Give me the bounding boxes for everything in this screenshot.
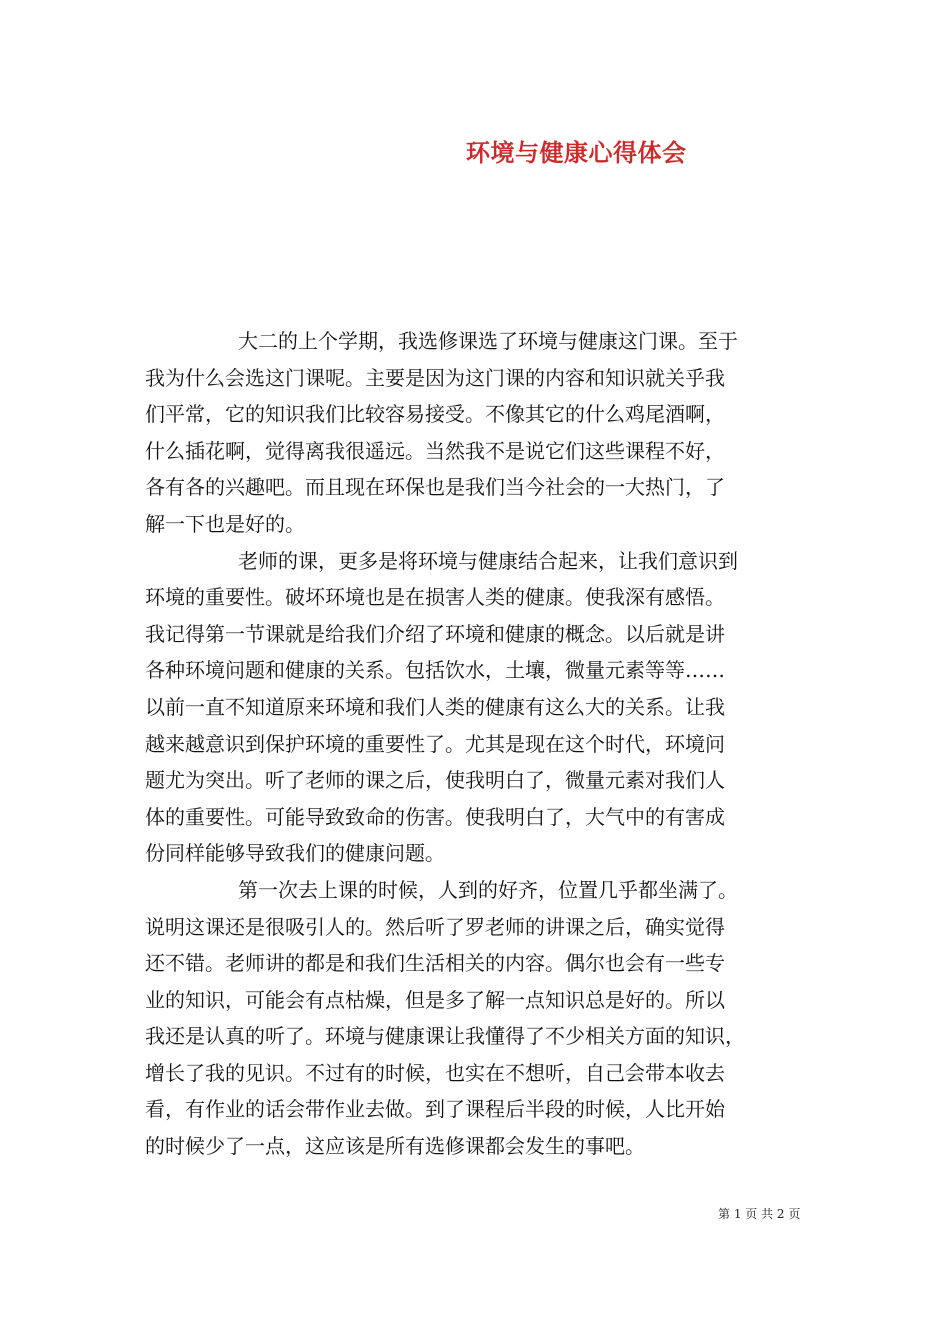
text-line: 体的重要性。可能导致致命的伤害。使我明白了，大气中的有害成 (145, 804, 725, 829)
text-line: 题尤为突出。听了老师的课之后，使我明白了，微量元素对我们人 (145, 768, 725, 793)
text-line: 我为什么会选这门课呢。主要是因为这门课的内容和知识就关乎我 (145, 365, 725, 390)
document-body (145, 323, 807, 1165)
text-line: 业的知识，可能会有点枯燥，但是多了解一点知识总是好的。所以 (145, 987, 725, 1012)
text-line: 份同样能够导致我们的健康问题。 (145, 841, 445, 866)
paragraph-1 (145, 323, 807, 543)
text-line: 说明这课还是很吸引人的。然后听了罗老师的讲课之后，确实觉得 (145, 914, 725, 939)
text-line: 我还是认真的听了。环境与健康课让我懂得了不少相关方面的知识， (145, 1024, 745, 1049)
text-line: 什么插花啊，觉得离我很遥远。当然我不是说它们这些课程不好， (145, 438, 725, 463)
text-line: 第一次去上课的时候，人到的好齐，位置几乎都坐满了。 (238, 877, 738, 902)
text-line: 越来越意识到保护环境的重要性了。尤其是现在这个时代，环境问 (145, 731, 725, 756)
text-line: 各有各的兴趣吧。而且现在环保也是我们当今社会的一大热门，了 (145, 475, 725, 500)
text-line: 们平常，它的知识我们比较容易接受。不像其它的什么鸡尾酒啊， (145, 402, 725, 427)
text-line: 老师的课，更多是将环境与健康结合起来，让我们意识到 (238, 548, 738, 573)
text-line: 看，有作业的话会带作业去做。到了课程后半段的时候，人比开始 (145, 1097, 725, 1122)
text-line: 的时候少了一点，这应该是所有选修课都会发生的事吧。 (145, 1134, 645, 1159)
text-line: 环境的重要性。破坏环境也是在损害人类的健康。使我深有感悟。 (145, 585, 725, 610)
text-line: 我记得第一节课就是给我们介绍了环境和健康的概念。以后就是讲 (145, 621, 725, 646)
paragraph-2 (145, 543, 807, 872)
page-number: 第 1 页 共 2 页 (718, 1207, 801, 1221)
paragraph-3 (145, 872, 807, 1165)
text-line: 以前一直不知道原来环境和我们人类的健康有这么大的关系。让我 (145, 694, 725, 719)
document-title: 环境与健康心得体会 (466, 138, 687, 167)
text-line: 解一下也是好的。 (145, 511, 305, 536)
text-line: 增长了我的见识。不过有的时候，也实在不想听，自己会带本收去 (145, 1060, 725, 1085)
text-line: 还不错。老师讲的都是和我们生活相关的内容。偶尔也会有一些专 (145, 951, 725, 976)
text-line: 各种环境问题和健康的关系。包括饮水，土壤，微量元素等等…… (145, 658, 725, 683)
text-line: 大二的上个学期，我选修课选了环境与健康这门课。至于 (238, 329, 738, 353)
